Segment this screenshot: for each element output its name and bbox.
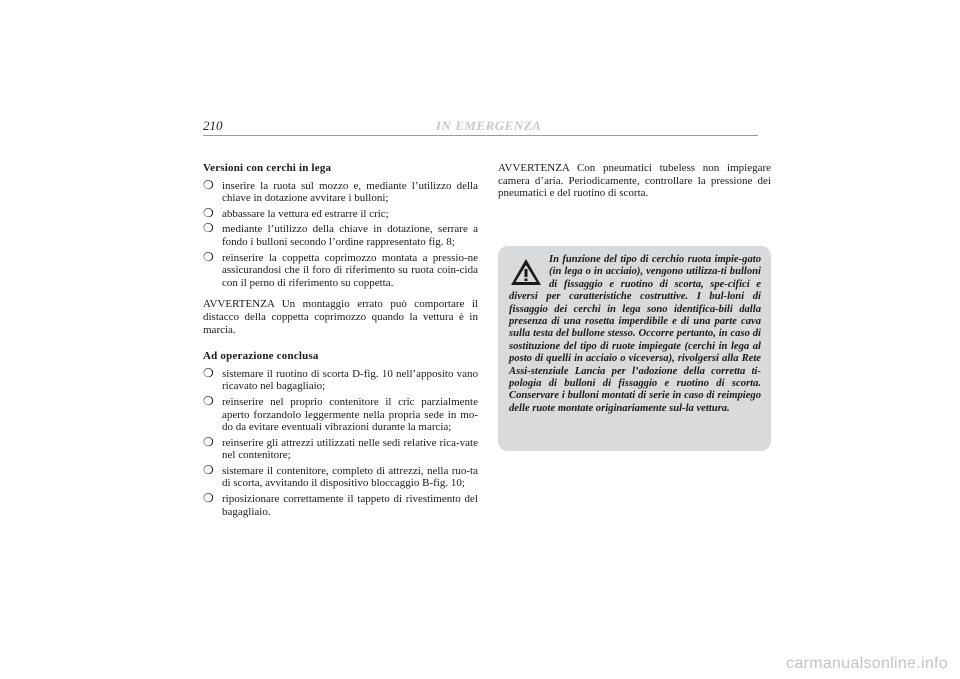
circle-bullet-icon: ❍ bbox=[203, 177, 214, 192]
circle-bullet-icon: ❍ bbox=[203, 249, 214, 264]
warning-box bbox=[498, 246, 771, 451]
steps-list-alloy bbox=[203, 177, 478, 290]
list-item: ❍ abbassare la vettura ed estrarre il cric; bbox=[203, 205, 389, 220]
heading-alloy-wheels: Versioni con cerchi in lega bbox=[203, 162, 332, 174]
circle-bullet-icon: ❍ bbox=[203, 462, 214, 477]
circle-bullet-icon: ❍ bbox=[203, 491, 214, 506]
circle-bullet-icon: ❍ bbox=[203, 434, 214, 449]
left-column bbox=[203, 162, 478, 527]
list-item: ❍ sistemare il ruotino di scorta D-fig. 10 nell’apposito vano ricavato nel bagagliaio; bbox=[203, 365, 478, 393]
steps-list-complete bbox=[203, 365, 478, 519]
list-item: ❍ sistemare il contenitore, completo di attrezzi, nella ruo-ta di scorta, avvitando il dispositivo bloccaggio B-fig. 10; bbox=[203, 462, 478, 490]
circle-bullet-icon: ❍ bbox=[203, 221, 214, 236]
warning-text: In funzione del tipo di cerchio ruota impie-gato (in lega o in acciaio), vengono utilizza-ti bulloni di fissaggio e ruotino di scorta, spe-cifici e diversi per caratteristiche costruttive. I bul-loni di fissaggio dei cerchi in lega sono identifica-bili dalla presenza di una rosetta imperdibile e di una parte cava sulla testa del bullone stesso. Occorre pertanto, in caso di sostituzione del tipo di ruote impiegate (cerchi in lega al posto di quelli in acciaio o viceversa), rivolgersi alla Rete Assi-stenziale Lancia per l’adozione della corretta ti-pologia di bulloni di fissaggio e ruotino di scorta. Conservare i bulloni montati di serie in caso di reimpiego delle ruote montate originariamente sul-la vettura. bbox=[509, 254, 761, 414]
circle-bullet-icon: ❍ bbox=[203, 205, 214, 220]
circle-bullet-icon: ❍ bbox=[203, 365, 214, 380]
page-number: 210 bbox=[203, 118, 223, 133]
section-title: IN EMERGENZA bbox=[436, 118, 542, 133]
heading-operation-complete: Ad operazione conclusa bbox=[203, 350, 319, 363]
hubcap-warning-note: AVVERTENZA Un montaggio errato può comportare il distacco della coppetta coprimozzo quando la vettura è in marcia. bbox=[203, 298, 478, 336]
header-rule bbox=[203, 135, 758, 136]
list-item: ❍ mediante l’utilizzo della chiave in dotazione, serrare a fondo i bulloni secondo l’ordine rappresentato fig. 8; bbox=[203, 221, 478, 248]
right-column bbox=[498, 162, 771, 214]
tubeless-note: AVVERTENZA Con pneumatici tubeless non impiegare camera d’aria. Periodicamente, controllare la pressione dei pneumatici e del ruotino di scorta. bbox=[498, 162, 771, 200]
list-item: ❍ reinserire la coppetta coprimozzo montata a pressio-ne assicurandosi che il foro di riferimento su ruota coin-cida con il perno di riferimento su coppetta. bbox=[203, 249, 478, 289]
page-header bbox=[203, 118, 758, 138]
circle-bullet-icon: ❍ bbox=[203, 393, 214, 408]
list-item: ❍ inserire la ruota sul mozzo e, mediante l’utilizzo della chiave in dotazione avvitare i bulloni; bbox=[203, 177, 478, 205]
warning-triangle-icon bbox=[509, 257, 543, 287]
list-item: ❍ riposizionare correttamente il tappeto di rivestimento del bagagliaio. bbox=[203, 491, 478, 518]
watermark: carmanualsonline.info bbox=[786, 655, 948, 672]
list-item: ❍ reinserire nel proprio contenitore il cric parzialmente aperto forzandolo leggermente nella propria sede in mo-do da evitare eventuali vibrazioni durante la marcia; bbox=[203, 393, 478, 434]
list-item: ❍ reinserire gli attrezzi utilizzati nelle sedi relative rica-vate nel contenitore; bbox=[203, 434, 478, 462]
